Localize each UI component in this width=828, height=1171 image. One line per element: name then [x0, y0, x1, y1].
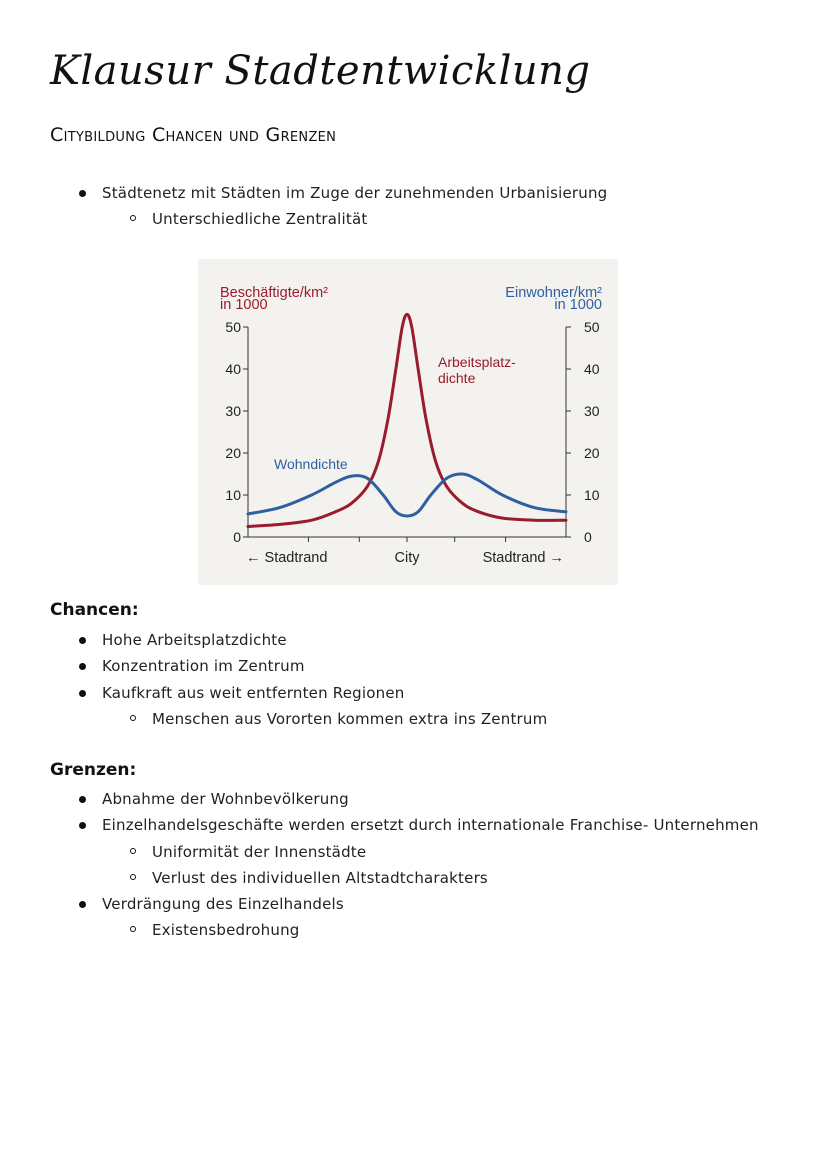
y-left-tick-label: 0 [233, 529, 241, 545]
list-item [50, 812, 759, 891]
list-item-text: Hohe Arbeitsplatzdichte [102, 631, 287, 649]
y-right-tick-label: 10 [584, 487, 600, 503]
y-right-tick-label: 30 [584, 403, 600, 419]
y-left-tick-label: 40 [225, 361, 241, 377]
list-item [50, 653, 547, 679]
list-item-text: Städtenetz mit Städten im Zuge der zunehmenden Urbanisierung [102, 184, 608, 202]
list-item [50, 786, 759, 812]
list-item-text: Einzelhandelsgeschäfte werden ersetzt durch internationale Franchise- Unternehmen [102, 816, 759, 835]
list-item-text: Konzentration im Zentrum [102, 657, 305, 676]
sub-list [102, 206, 607, 232]
chancen-list [50, 627, 547, 732]
y-right-tick-label: 40 [584, 361, 600, 377]
chart-series [248, 314, 566, 526]
chancen-heading: Chancen: [50, 600, 139, 620]
y-right-tick-label: 0 [584, 529, 592, 545]
y-right-title-unit: in 1000 [554, 297, 602, 313]
series-label-arbeitsplatzdichte-2: dichte [438, 370, 476, 386]
list-item [50, 627, 547, 653]
y-left-title-unit: in 1000 [220, 297, 268, 313]
y-right-tick-label: 50 [584, 319, 600, 335]
y-right-tick-label: 20 [584, 445, 600, 461]
sub-list-item: Unterschiedliche Zentralität [102, 206, 607, 232]
density-chart [198, 259, 618, 585]
list-item [50, 680, 547, 733]
chart-axes [243, 327, 571, 542]
list-item [50, 180, 607, 233]
y-left-tick-label: 30 [225, 403, 241, 419]
series-line-arbeitsplatzdichte [248, 314, 566, 526]
intro-list [50, 180, 607, 233]
sub-list [102, 917, 759, 943]
x-label-right: Stadtrand → [482, 550, 564, 566]
sub-list-item: Menschen aus Vororten kommen extra ins Zentrum [102, 706, 547, 732]
list-item-text: Abnahme der Wohnbevölkerung [102, 790, 349, 808]
list-item-text: Kaufkraft aus weit entfernten Regionen [102, 683, 405, 702]
list-item-text: Verdrängung des Einzelhandels [102, 895, 344, 914]
sub-list-item: Existensbedrohung [102, 917, 759, 943]
page-title: Klausur Stadtentwicklung [50, 48, 591, 94]
page-subtitle: Citybildung Chancen und Grenzen [50, 124, 337, 146]
x-label-center: City [394, 550, 420, 566]
series-line-wohndichte [248, 474, 566, 516]
sub-list-item: Uniformität der Innenstädte [102, 839, 759, 865]
y-left-title: Beschäftigte/km² [220, 285, 328, 301]
series-label-wohndichte: Wohndichte [274, 456, 348, 472]
y-left-tick-label: 20 [225, 445, 241, 461]
list-item [50, 891, 759, 944]
y-left-tick-label: 50 [225, 319, 241, 335]
sub-list [102, 706, 547, 732]
sub-list-item: Verlust des individuellen Altstadtcharakters [102, 865, 759, 891]
y-right-title: Einwohner/km² [505, 285, 602, 301]
density-chart-svg [198, 259, 618, 585]
sub-list [102, 839, 759, 892]
y-left-tick-label: 10 [225, 487, 241, 503]
x-label-left: ← Stadtrand [246, 550, 328, 566]
series-label-arbeitsplatzdichte: Arbeitsplatz- [438, 354, 516, 370]
grenzen-heading: Grenzen: [50, 760, 137, 780]
grenzen-list [50, 786, 759, 944]
